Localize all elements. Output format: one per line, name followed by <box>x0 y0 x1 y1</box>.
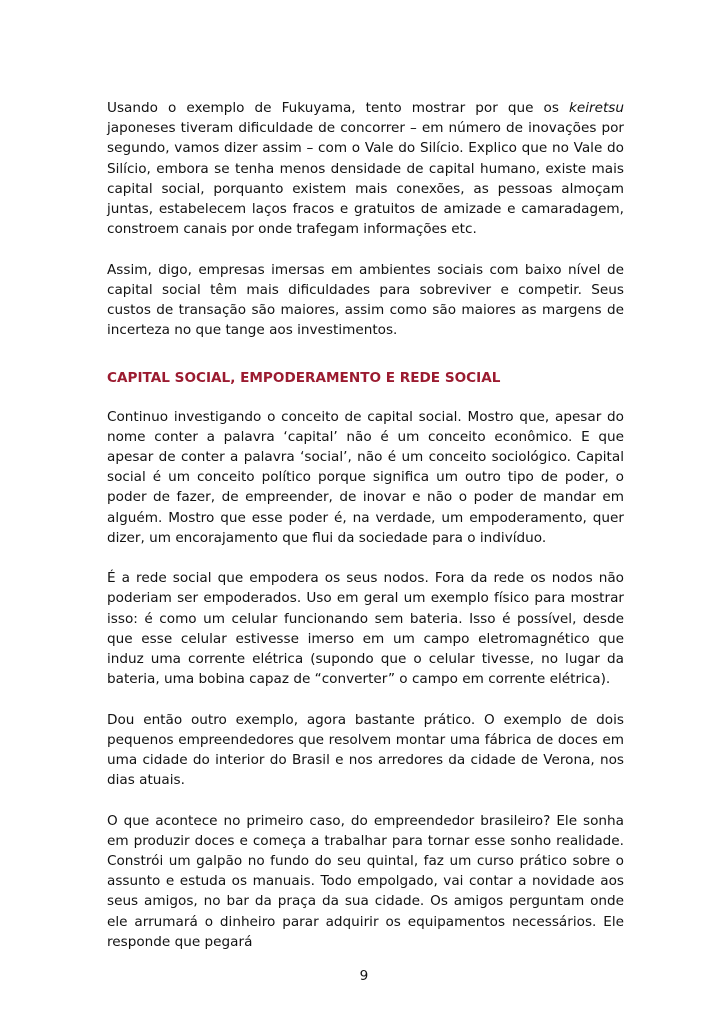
paragraph-2 <box>107 260 624 341</box>
paragraph-1-part-1: Usando o exemplo de Fukuyama, tento mostrar por que os <box>107 100 569 116</box>
section-heading: CAPITAL SOCIAL, EMPODERAMENTO E REDE SOCIAL <box>107 370 501 387</box>
paragraph-6: O que acontece no primeiro caso, do empreendedor brasileiro? Ele sonha em produzir doces e começa a trabalhar para tornar esse sonho realidade. Constrói um galpão no fundo do seu quintal, faz um curso prático sobre o assunto e estuda os manuais. Todo empolgado, vai contar a novidade aos seus amigos, no bar da praça da sua cidade. Os amigos perguntam onde ele arrumará o dinheiro parar adquirir os equipamentos necessários. Ele responde que pegará <box>107 812 624 950</box>
paragraph-3: Continuo investigando o conceito de capital social. Mostro que, apesar do nome conter a palavra ‘capital’ não é um conceito econômico. E que apesar de conter a palavra ‘social’, não é um conceito sociológico. Capital social é um conceito político porque significa um outro tipo de poder, o poder de fazer, de empreender, de inovar e não o poder de mandar em alguém. Mostro que esse poder é, na verdade, um empoderamento, quer dizer, um encorajamento que flui da sociedade para o indivíduo. <box>107 408 624 546</box>
paragraph-1-italic-term: keiretsu <box>569 100 624 116</box>
paragraph-1-part-3: japoneses tiveram dificuldade de concorrer – em número de inovações por segundo, vamos dizer assim – com o Vale do Silício. Explico que no Vale do Silício, embora se tenha menos densidade de capital humano, existe mais capital social, porquanto existem mais conexões, as pessoas almoçam juntas, estabelecem laços fracos e gratuitos de amizade e camaradagem, constroem canais por onde trafegam informações etc. <box>107 120 624 238</box>
paragraph-1 <box>107 98 624 239</box>
paragraph-5: Dou então outro exemplo, agora bastante prático. O exemplo de dois pequenos empreendedores que resolvem montar uma fábrica de doces em uma cidade do interior do Brasil e nos arredores da cidade de Verona, nos dias atuais. <box>107 711 624 789</box>
document-body <box>107 98 624 972</box>
paragraph-2-text: Assim, digo, empresas imersas em ambientes sociais com baixo nível de capital social têm mais dificuldades para sobreviver e competir. Seus custos de transação são maiores, assim como são maiores as margens de incerteza no que tange aos investimentos. <box>107 261 624 339</box>
page-number: 9 <box>359 968 369 984</box>
paragraph-4: É a rede social que empodera os seus nodos. Fora da rede os nodos não poderiam ser empoderados. Uso em geral um exemplo físico para mostrar isso: é como um celular funcionando sem bateria. Isso é possível, desde que esse celular estivesse imerso em um campo eletromagnético que induz uma corrente elétrica (supondo que o celular tivesse, no lugar da bateria, uma bobina capaz de “converter” o campo em corrente elétrica). <box>107 570 624 688</box>
